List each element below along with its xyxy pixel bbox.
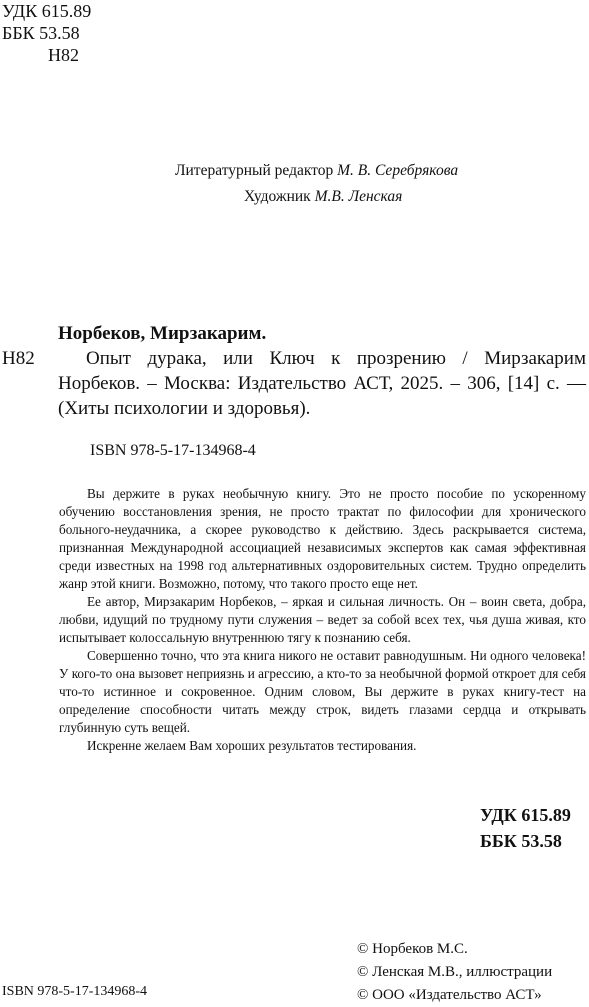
top-udk: УДК 615.89: [2, 1, 92, 21]
copyright-line: © Норбеков М.С.: [357, 941, 468, 957]
catalog-author: Норбеков, Мирзакарим.: [58, 323, 267, 344]
credit-artist: [244, 188, 589, 206]
copyright-block: [357, 938, 552, 1007]
annotation-paragraph: Искренне желаем Вам хороших результатов тестирования.: [87, 738, 417, 753]
credit-editor-role: Литературный редактор: [175, 162, 334, 179]
top-bbk: ББК 53.58: [2, 23, 80, 43]
top-author-mark: Н82: [48, 45, 79, 65]
annotation-paragraph: Совершенно точно, что эта книга никого не оставит равнодушным. Ни одного человека! У кого-то она вызовет неприязнь и агрессию, а кто-то за необычной формой откроет для себя что-то истинное и сокровенное. Одним словом, Вы держите в руках книгу-тест на определение способности читать между строк, видеть глазами сердца и открывать глубинную суть вещей.: [59, 648, 586, 735]
annotation-paragraph: Ее автор, Мирзакарим Норбеков, – яркая и сильная личность. Он – воин света, добра, любви, идущий по трудному пути служения – ведет за собой всех тех, чья душа живая, кто испытывает колоссальную внутреннюю тягу к познанию себя.: [59, 594, 586, 645]
credit-artist-role: Художник: [244, 188, 311, 205]
annotation: [59, 485, 586, 755]
catalog-author-mark: Н82: [2, 348, 35, 369]
credit-editor: [175, 162, 589, 180]
bottom-bbk: ББК 53.58: [480, 831, 562, 851]
credit-editor-person: М. В. Серебрякова: [337, 162, 459, 179]
credit-artist-person: М.В. Ленская: [314, 188, 403, 205]
bottom-udk: УДК 615.89: [480, 805, 571, 825]
catalog-isbn: ISBN 978-5-17-134968-4: [90, 442, 256, 459]
catalog-description: [58, 346, 586, 421]
copyright-line: © Ленская М.В., иллюстрации: [357, 964, 553, 980]
annotation-paragraph: Вы держите в руках необычную книгу. Это не просто пособие по ускоренному обучению восстановления зрения, не просто трактат по философии для хронического больного-неудачника, а скорее руководство к действию. Здесь раскрывается система, признанная Международной ассоциацией независимых экспертов как самая эффективная среди известных на 1998 год альтернативных оздоровительных систем. Трудно определить жанр этой книги. Возможно, потому, что такого просто еще нет.: [59, 486, 586, 591]
copyright-line: © ООО «Издательство АСТ»: [357, 987, 542, 1003]
top-classification-codes: [2, 0, 91, 66]
bottom-isbn: ISBN 978-5-17-134968-4: [2, 984, 148, 999]
catalog-description-text: Опыт дурака, или Ключ к прозрению / Мирзакарим Норбеков. – Москва: Издательство АСТ, 2025. – 306, [14] с. — (Хиты психологии и здоровья).: [58, 348, 586, 419]
